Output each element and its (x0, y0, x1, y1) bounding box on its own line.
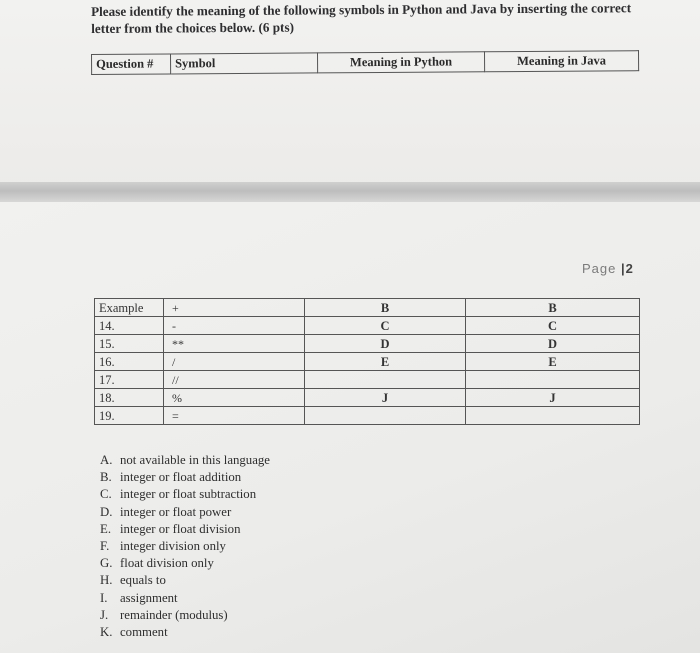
symbol-cell: = (164, 407, 305, 425)
choice-item (100, 504, 270, 521)
answer-table (94, 298, 640, 425)
choice-text: comment (120, 625, 168, 640)
choice-item (100, 590, 270, 607)
header-table (91, 50, 639, 75)
choice-letter: H. (100, 573, 113, 588)
java-answer-cell[interactable]: C (466, 317, 640, 335)
choice-text: remainder (modulus) (120, 607, 228, 622)
table-row (95, 299, 640, 317)
symbol-cell: // (164, 371, 305, 389)
choice-text: integer or float subtraction (120, 487, 257, 502)
symbol-cell: - (164, 317, 305, 335)
table-row (95, 353, 640, 371)
choice-item (100, 624, 270, 641)
java-answer-cell[interactable]: J (466, 389, 640, 407)
choice-letter: D. (100, 504, 113, 519)
choice-text: assignment (120, 590, 178, 605)
choice-letter: C. (100, 487, 112, 502)
java-answer-cell[interactable]: B (466, 299, 640, 317)
python-answer-cell[interactable]: B (305, 299, 466, 317)
choice-text: integer division only (120, 539, 226, 554)
python-answer-cell[interactable] (305, 407, 466, 425)
choice-text: integer or float division (120, 521, 241, 536)
page-number-value: 2 (625, 261, 634, 276)
choice-item (100, 486, 270, 503)
choice-text: integer or float power (120, 504, 232, 519)
choice-letter: J. (100, 607, 109, 622)
choice-item (100, 452, 270, 469)
choice-item (100, 572, 270, 589)
header-question: Question # (92, 54, 171, 75)
table-row (95, 335, 640, 353)
choice-letter: F. (100, 539, 110, 554)
choice-item (100, 521, 270, 538)
choice-letter: I. (100, 590, 108, 605)
question-cell: 16. (95, 353, 164, 371)
page-separator: | (621, 261, 626, 276)
symbol-cell: ** (164, 335, 305, 353)
question-cell: 18. (95, 389, 164, 407)
instructions-line-1: Please identify the meaning of the following symbols in Python and Java by inserting the correct (91, 0, 632, 19)
page-label: Page (582, 261, 617, 276)
instructions (91, 0, 651, 37)
choice-item (100, 469, 270, 486)
choice-letter: G. (100, 556, 113, 571)
symbol-cell: / (164, 353, 305, 371)
table-row (95, 371, 640, 389)
choice-item (100, 555, 270, 572)
table-row (95, 317, 640, 335)
question-cell: 15. (95, 335, 164, 353)
header-symbol: Symbol (171, 53, 318, 74)
java-answer-cell[interactable]: E (466, 353, 640, 371)
choices-list (100, 452, 270, 641)
choice-text: not available in this language (120, 453, 270, 467)
choice-item (100, 607, 270, 624)
choice-letter: E. (100, 521, 112, 536)
choice-text: equals to (120, 573, 166, 588)
table-row (95, 389, 640, 407)
choice-letter: A. (100, 453, 113, 467)
choice-item (100, 538, 270, 555)
instructions-line-2: letter from the choices below. (6 pts) (91, 19, 295, 36)
page-number (582, 261, 634, 276)
symbol-cell: + (164, 299, 305, 317)
table-row (95, 407, 640, 425)
header-row (92, 51, 639, 75)
choice-text: integer or float addition (120, 470, 242, 485)
question-cell: 17. (95, 371, 164, 389)
python-answer-cell[interactable]: J (305, 389, 466, 407)
python-answer-cell[interactable] (305, 371, 466, 389)
java-answer-cell[interactable]: D (466, 335, 640, 353)
java-answer-cell[interactable] (466, 371, 640, 389)
choice-letter: K. (100, 625, 113, 640)
symbol-cell: % (164, 389, 305, 407)
question-cell: Example (95, 299, 164, 317)
question-cell: 19. (95, 407, 164, 425)
python-answer-cell[interactable]: E (305, 353, 466, 371)
python-answer-cell[interactable]: D (305, 335, 466, 353)
python-answer-cell[interactable]: C (305, 317, 466, 335)
header-python: Meaning in Python (317, 52, 484, 73)
header-java: Meaning in Java (484, 51, 638, 72)
page-break-gap (0, 182, 700, 204)
java-answer-cell[interactable] (466, 407, 640, 425)
choice-letter: B. (100, 470, 112, 485)
question-cell: 14. (95, 317, 164, 335)
choice-text: float division only (120, 556, 214, 571)
